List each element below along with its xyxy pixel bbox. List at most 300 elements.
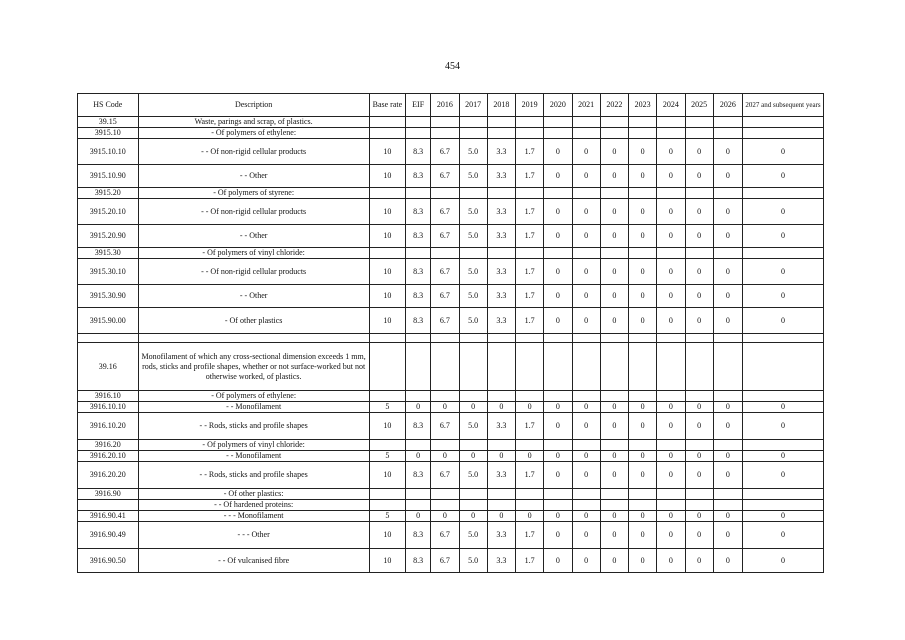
header-2027-onward: 2027 and subsequent years (743, 94, 824, 117)
header-2016: 2016 (431, 94, 459, 117)
table-row (78, 440, 824, 451)
year-rate-cell: 5.0 (459, 165, 487, 188)
year-rate-cell (431, 343, 459, 391)
base-rate-cell (369, 334, 405, 343)
base-rate-cell: 10 (369, 522, 405, 549)
year-rate-cell: 0 (685, 139, 713, 165)
year-rate-cell (487, 128, 515, 139)
year-rate-cell: 3.3 (487, 199, 515, 225)
year-rate-cell: 0 (713, 199, 742, 225)
hs-code-cell: 3916.10.20 (78, 413, 139, 440)
year-rate-cell: 0 (544, 165, 572, 188)
year-rate-cell (657, 128, 685, 139)
year-rate-cell: 0 (713, 549, 742, 573)
table-row (78, 500, 824, 511)
base-rate-cell: 10 (369, 165, 405, 188)
year-rate-cell (572, 440, 600, 451)
table-row (78, 199, 824, 225)
base-rate-cell (369, 188, 405, 199)
base-rate-cell: 5 (369, 511, 405, 522)
header-hs-code: HS Code (78, 94, 139, 117)
year-rate-cell: 5.0 (459, 549, 487, 573)
year-rate-cell: 0 (629, 308, 657, 334)
hs-code-cell: 3916.90 (78, 489, 139, 500)
year-rate-cell: 0 (544, 259, 572, 285)
year-rate-cell: 0 (657, 165, 685, 188)
year-rate-cell (629, 440, 657, 451)
year-rate-cell: 0 (685, 259, 713, 285)
year-rate-cell: 1.7 (516, 462, 544, 489)
year-rate-cell (459, 128, 487, 139)
year-rate-cell: 0 (600, 139, 628, 165)
description-cell: - - Of non-rigid cellular products (138, 139, 369, 165)
header-2025: 2025 (685, 94, 713, 117)
year-rate-cell: 0 (713, 308, 742, 334)
year-rate-cell: 1.7 (516, 225, 544, 248)
year-rate-cell: 0 (743, 413, 824, 440)
year-rate-cell: 0 (713, 511, 742, 522)
hs-code-cell: 3915.10.90 (78, 165, 139, 188)
year-rate-cell: 0 (743, 522, 824, 549)
eif-rate-cell: 8.3 (406, 522, 431, 549)
year-rate-cell (487, 334, 515, 343)
hs-code-cell: 3915.10.10 (78, 139, 139, 165)
year-rate-cell: 0 (657, 285, 685, 308)
year-rate-cell (544, 248, 572, 259)
year-rate-cell: 1.7 (516, 285, 544, 308)
year-rate-cell: 0 (572, 522, 600, 549)
year-rate-cell: 5.0 (459, 259, 487, 285)
year-rate-cell: 6.7 (431, 285, 459, 308)
year-rate-cell: 0 (713, 165, 742, 188)
year-rate-cell (685, 500, 713, 511)
year-rate-cell (572, 343, 600, 391)
year-rate-cell (629, 188, 657, 199)
year-rate-cell: 3.3 (487, 285, 515, 308)
year-rate-cell (657, 391, 685, 402)
year-rate-cell: 6.7 (431, 522, 459, 549)
description-cell: - - Other (138, 285, 369, 308)
eif-rate-cell (406, 500, 431, 511)
year-rate-cell (516, 248, 544, 259)
table-row (78, 117, 824, 128)
eif-rate-cell (406, 391, 431, 402)
year-rate-cell (743, 334, 824, 343)
year-rate-cell: 0 (657, 462, 685, 489)
eif-rate-cell (406, 489, 431, 500)
description-cell: - - - Monofilament (138, 511, 369, 522)
year-rate-cell: 0 (629, 549, 657, 573)
year-rate-cell: 0 (713, 462, 742, 489)
description-cell: - Of polymers of vinyl chloride: (138, 248, 369, 259)
year-rate-cell (713, 334, 742, 343)
base-rate-cell: 10 (369, 285, 405, 308)
year-rate-cell: 3.3 (487, 225, 515, 248)
table-row (78, 334, 824, 343)
year-rate-cell: 0 (572, 139, 600, 165)
year-rate-cell: 0 (685, 462, 713, 489)
year-rate-cell: 3.3 (487, 139, 515, 165)
year-rate-cell: 6.7 (431, 165, 459, 188)
year-rate-cell: 5.0 (459, 522, 487, 549)
hs-code-cell: 3915.10 (78, 128, 139, 139)
eif-rate-cell (406, 334, 431, 343)
year-rate-cell (431, 248, 459, 259)
year-rate-cell: 0 (713, 225, 742, 248)
eif-rate-cell: 0 (406, 511, 431, 522)
hs-code-cell: 3916.20 (78, 440, 139, 451)
year-rate-cell: 0 (657, 511, 685, 522)
eif-rate-cell: 8.3 (406, 259, 431, 285)
description-cell: - - - Other (138, 522, 369, 549)
description-cell: - - Monofilament (138, 402, 369, 413)
year-rate-cell: 0 (600, 259, 628, 285)
year-rate-cell (657, 248, 685, 259)
year-rate-cell (431, 440, 459, 451)
table-row (78, 451, 824, 462)
year-rate-cell (657, 489, 685, 500)
year-rate-cell (713, 391, 742, 402)
hs-code-cell: 3915.30.90 (78, 285, 139, 308)
year-rate-cell: 0 (685, 522, 713, 549)
table-row (78, 139, 824, 165)
description-cell: Waste, parings and scrap, of plastics. (138, 117, 369, 128)
year-rate-cell: 0 (459, 402, 487, 413)
year-rate-cell (516, 128, 544, 139)
year-rate-cell (572, 500, 600, 511)
year-rate-cell: 0 (544, 462, 572, 489)
base-rate-cell: 10 (369, 462, 405, 489)
year-rate-cell (572, 188, 600, 199)
year-rate-cell (629, 248, 657, 259)
table-row (78, 248, 824, 259)
year-rate-cell: 0 (431, 402, 459, 413)
description-cell: - - Monofilament (138, 451, 369, 462)
year-rate-cell: 0 (629, 522, 657, 549)
table-row (78, 413, 824, 440)
year-rate-cell (431, 117, 459, 128)
eif-rate-cell: 0 (406, 402, 431, 413)
base-rate-cell: 10 (369, 413, 405, 440)
year-rate-cell (459, 248, 487, 259)
eif-rate-cell (406, 188, 431, 199)
year-rate-cell: 5.0 (459, 308, 487, 334)
year-rate-cell: 0 (743, 511, 824, 522)
year-rate-cell (685, 334, 713, 343)
year-rate-cell (487, 343, 515, 391)
base-rate-cell: 5 (369, 402, 405, 413)
year-rate-cell (600, 500, 628, 511)
eif-rate-cell: 8.3 (406, 462, 431, 489)
year-rate-cell: 0 (572, 402, 600, 413)
header-description: Description (138, 94, 369, 117)
year-rate-cell: 5.0 (459, 225, 487, 248)
year-rate-cell (487, 440, 515, 451)
hs-code-cell: 3915.20.10 (78, 199, 139, 225)
hs-code-cell: 3916.90.50 (78, 549, 139, 573)
description-cell: - - Of non-rigid cellular products (138, 259, 369, 285)
hs-code-cell: 3916.20.20 (78, 462, 139, 489)
table-body (78, 117, 824, 573)
year-rate-cell (459, 117, 487, 128)
year-rate-cell: 3.3 (487, 462, 515, 489)
year-rate-cell: 0 (657, 451, 685, 462)
year-rate-cell: 0 (544, 451, 572, 462)
year-rate-cell: 0 (743, 259, 824, 285)
year-rate-cell: 0 (572, 511, 600, 522)
year-rate-cell: 0 (743, 199, 824, 225)
year-rate-cell (713, 188, 742, 199)
hs-code-cell: 39.16 (78, 343, 139, 391)
year-rate-cell (657, 500, 685, 511)
year-rate-cell (743, 117, 824, 128)
year-rate-cell (743, 248, 824, 259)
eif-rate-cell: 0 (406, 451, 431, 462)
year-rate-cell (516, 117, 544, 128)
eif-rate-cell (406, 343, 431, 391)
year-rate-cell (572, 489, 600, 500)
year-rate-cell (600, 334, 628, 343)
year-rate-cell: 0 (629, 451, 657, 462)
header-2018: 2018 (487, 94, 515, 117)
description-cell: - - Rods, sticks and profile shapes (138, 413, 369, 440)
year-rate-cell: 0 (685, 285, 713, 308)
header-base-rate: Base rate (369, 94, 405, 117)
year-rate-cell: 6.7 (431, 139, 459, 165)
year-rate-cell: 0 (459, 511, 487, 522)
year-rate-cell (516, 188, 544, 199)
year-rate-cell (487, 391, 515, 402)
year-rate-cell (516, 440, 544, 451)
year-rate-cell: 1.7 (516, 308, 544, 334)
tariff-schedule-table (77, 93, 824, 573)
year-rate-cell: 1.7 (516, 259, 544, 285)
description-cell: - Of other plastics: (138, 489, 369, 500)
year-rate-cell: 1.7 (516, 165, 544, 188)
header-2020: 2020 (544, 94, 572, 117)
year-rate-cell (713, 440, 742, 451)
table-row (78, 225, 824, 248)
year-rate-cell: 0 (544, 549, 572, 573)
year-rate-cell: 0 (516, 451, 544, 462)
year-rate-cell: 0 (487, 511, 515, 522)
year-rate-cell (544, 489, 572, 500)
year-rate-cell (743, 489, 824, 500)
year-rate-cell (516, 334, 544, 343)
year-rate-cell (459, 489, 487, 500)
base-rate-cell: 10 (369, 225, 405, 248)
description-cell: - Of polymers of styrene: (138, 188, 369, 199)
base-rate-cell: 10 (369, 259, 405, 285)
year-rate-cell (685, 391, 713, 402)
base-rate-cell: 10 (369, 199, 405, 225)
eif-rate-cell: 8.3 (406, 139, 431, 165)
year-rate-cell: 3.3 (487, 413, 515, 440)
year-rate-cell: 0 (629, 199, 657, 225)
table-row (78, 402, 824, 413)
year-rate-cell: 1.7 (516, 549, 544, 573)
header-2023: 2023 (629, 94, 657, 117)
year-rate-cell: 1.7 (516, 199, 544, 225)
table-row (78, 188, 824, 199)
year-rate-cell (572, 334, 600, 343)
base-rate-cell (369, 500, 405, 511)
year-rate-cell: 3.3 (487, 522, 515, 549)
year-rate-cell (544, 500, 572, 511)
year-rate-cell: 0 (657, 549, 685, 573)
hs-code-cell: 39.15 (78, 117, 139, 128)
year-rate-cell (459, 391, 487, 402)
year-rate-cell (431, 334, 459, 343)
year-rate-cell: 0 (600, 549, 628, 573)
year-rate-cell: 6.7 (431, 413, 459, 440)
year-rate-cell: 1.7 (516, 413, 544, 440)
hs-code-cell: 3916.20.10 (78, 451, 139, 462)
year-rate-cell (487, 117, 515, 128)
year-rate-cell (713, 489, 742, 500)
year-rate-cell: 6.7 (431, 308, 459, 334)
year-rate-cell: 0 (743, 462, 824, 489)
year-rate-cell: 3.3 (487, 549, 515, 573)
year-rate-cell: 0 (657, 225, 685, 248)
year-rate-cell (657, 343, 685, 391)
year-rate-cell: 0 (600, 199, 628, 225)
year-rate-cell: 0 (629, 225, 657, 248)
year-rate-cell (572, 117, 600, 128)
year-rate-cell: 3.3 (487, 308, 515, 334)
page-number: 454 (445, 61, 460, 72)
base-rate-cell (369, 440, 405, 451)
year-rate-cell (743, 440, 824, 451)
year-rate-cell: 0 (572, 285, 600, 308)
year-rate-cell (544, 128, 572, 139)
year-rate-cell: 6.7 (431, 199, 459, 225)
year-rate-cell: 0 (713, 451, 742, 462)
hs-code-cell: 3916.10.10 (78, 402, 139, 413)
hs-code-cell (78, 500, 139, 511)
year-rate-cell (600, 188, 628, 199)
year-rate-cell (743, 343, 824, 391)
year-rate-cell: 0 (685, 511, 713, 522)
description-cell: - - Other (138, 165, 369, 188)
year-rate-cell: 0 (572, 199, 600, 225)
year-rate-cell: 0 (600, 511, 628, 522)
year-rate-cell: 3.3 (487, 165, 515, 188)
year-rate-cell: 0 (544, 308, 572, 334)
year-rate-cell (685, 117, 713, 128)
year-rate-cell: 0 (629, 165, 657, 188)
year-rate-cell (743, 500, 824, 511)
year-rate-cell: 0 (544, 285, 572, 308)
year-rate-cell (629, 334, 657, 343)
table-row (78, 259, 824, 285)
year-rate-cell: 0 (600, 285, 628, 308)
hs-code-cell: 3915.20 (78, 188, 139, 199)
year-rate-cell: 0 (743, 549, 824, 573)
year-rate-cell: 0 (743, 308, 824, 334)
year-rate-cell (516, 489, 544, 500)
header-2026: 2026 (713, 94, 742, 117)
year-rate-cell (743, 391, 824, 402)
year-rate-cell (713, 500, 742, 511)
year-rate-cell (685, 188, 713, 199)
year-rate-cell (516, 391, 544, 402)
description-cell: - - Of non-rigid cellular products (138, 199, 369, 225)
year-rate-cell (544, 117, 572, 128)
year-rate-cell (713, 117, 742, 128)
year-rate-cell (685, 489, 713, 500)
year-rate-cell (600, 440, 628, 451)
year-rate-cell: 0 (431, 451, 459, 462)
year-rate-cell: 0 (600, 165, 628, 188)
description-cell: - - Of hardened proteins: (138, 500, 369, 511)
year-rate-cell (572, 391, 600, 402)
table-row (78, 391, 824, 402)
year-rate-cell: 0 (572, 308, 600, 334)
year-rate-cell (713, 248, 742, 259)
year-rate-cell: 0 (657, 139, 685, 165)
year-rate-cell (713, 128, 742, 139)
hs-code-cell: 3915.90.00 (78, 308, 139, 334)
year-rate-cell: 0 (685, 199, 713, 225)
year-rate-cell: 0 (572, 413, 600, 440)
year-rate-cell: 0 (743, 451, 824, 462)
eif-rate-cell: 8.3 (406, 285, 431, 308)
year-rate-cell: 0 (685, 451, 713, 462)
year-rate-cell (572, 248, 600, 259)
description-cell: - Of other plastics (138, 308, 369, 334)
base-rate-cell (369, 128, 405, 139)
year-rate-cell: 1.7 (516, 522, 544, 549)
year-rate-cell: 0 (544, 199, 572, 225)
year-rate-cell (431, 500, 459, 511)
year-rate-cell: 0 (657, 402, 685, 413)
table-row (78, 128, 824, 139)
year-rate-cell (431, 489, 459, 500)
year-rate-cell (657, 334, 685, 343)
description-cell: - Of polymers of vinyl chloride: (138, 440, 369, 451)
year-rate-cell: 0 (629, 402, 657, 413)
year-rate-cell: 0 (600, 451, 628, 462)
year-rate-cell: 0 (685, 549, 713, 573)
year-rate-cell (600, 343, 628, 391)
header-2021: 2021 (572, 94, 600, 117)
year-rate-cell: 0 (544, 511, 572, 522)
year-rate-cell: 5.0 (459, 139, 487, 165)
description-cell: - - Other (138, 225, 369, 248)
year-rate-cell: 0 (629, 511, 657, 522)
base-rate-cell: 5 (369, 451, 405, 462)
eif-rate-cell: 8.3 (406, 165, 431, 188)
year-rate-cell: 0 (629, 259, 657, 285)
year-rate-cell: 6.7 (431, 259, 459, 285)
year-rate-cell: 0 (657, 413, 685, 440)
year-rate-cell: 5.0 (459, 413, 487, 440)
year-rate-cell (459, 500, 487, 511)
year-rate-cell (600, 117, 628, 128)
year-rate-cell (600, 128, 628, 139)
year-rate-cell (544, 391, 572, 402)
table-row (78, 285, 824, 308)
year-rate-cell (544, 440, 572, 451)
year-rate-cell: 0 (685, 413, 713, 440)
base-rate-cell: 10 (369, 308, 405, 334)
year-rate-cell: 0 (685, 308, 713, 334)
year-rate-cell: 6.7 (431, 549, 459, 573)
year-rate-cell (459, 188, 487, 199)
hs-code-cell: 3915.30 (78, 248, 139, 259)
year-rate-cell: 1.7 (516, 139, 544, 165)
